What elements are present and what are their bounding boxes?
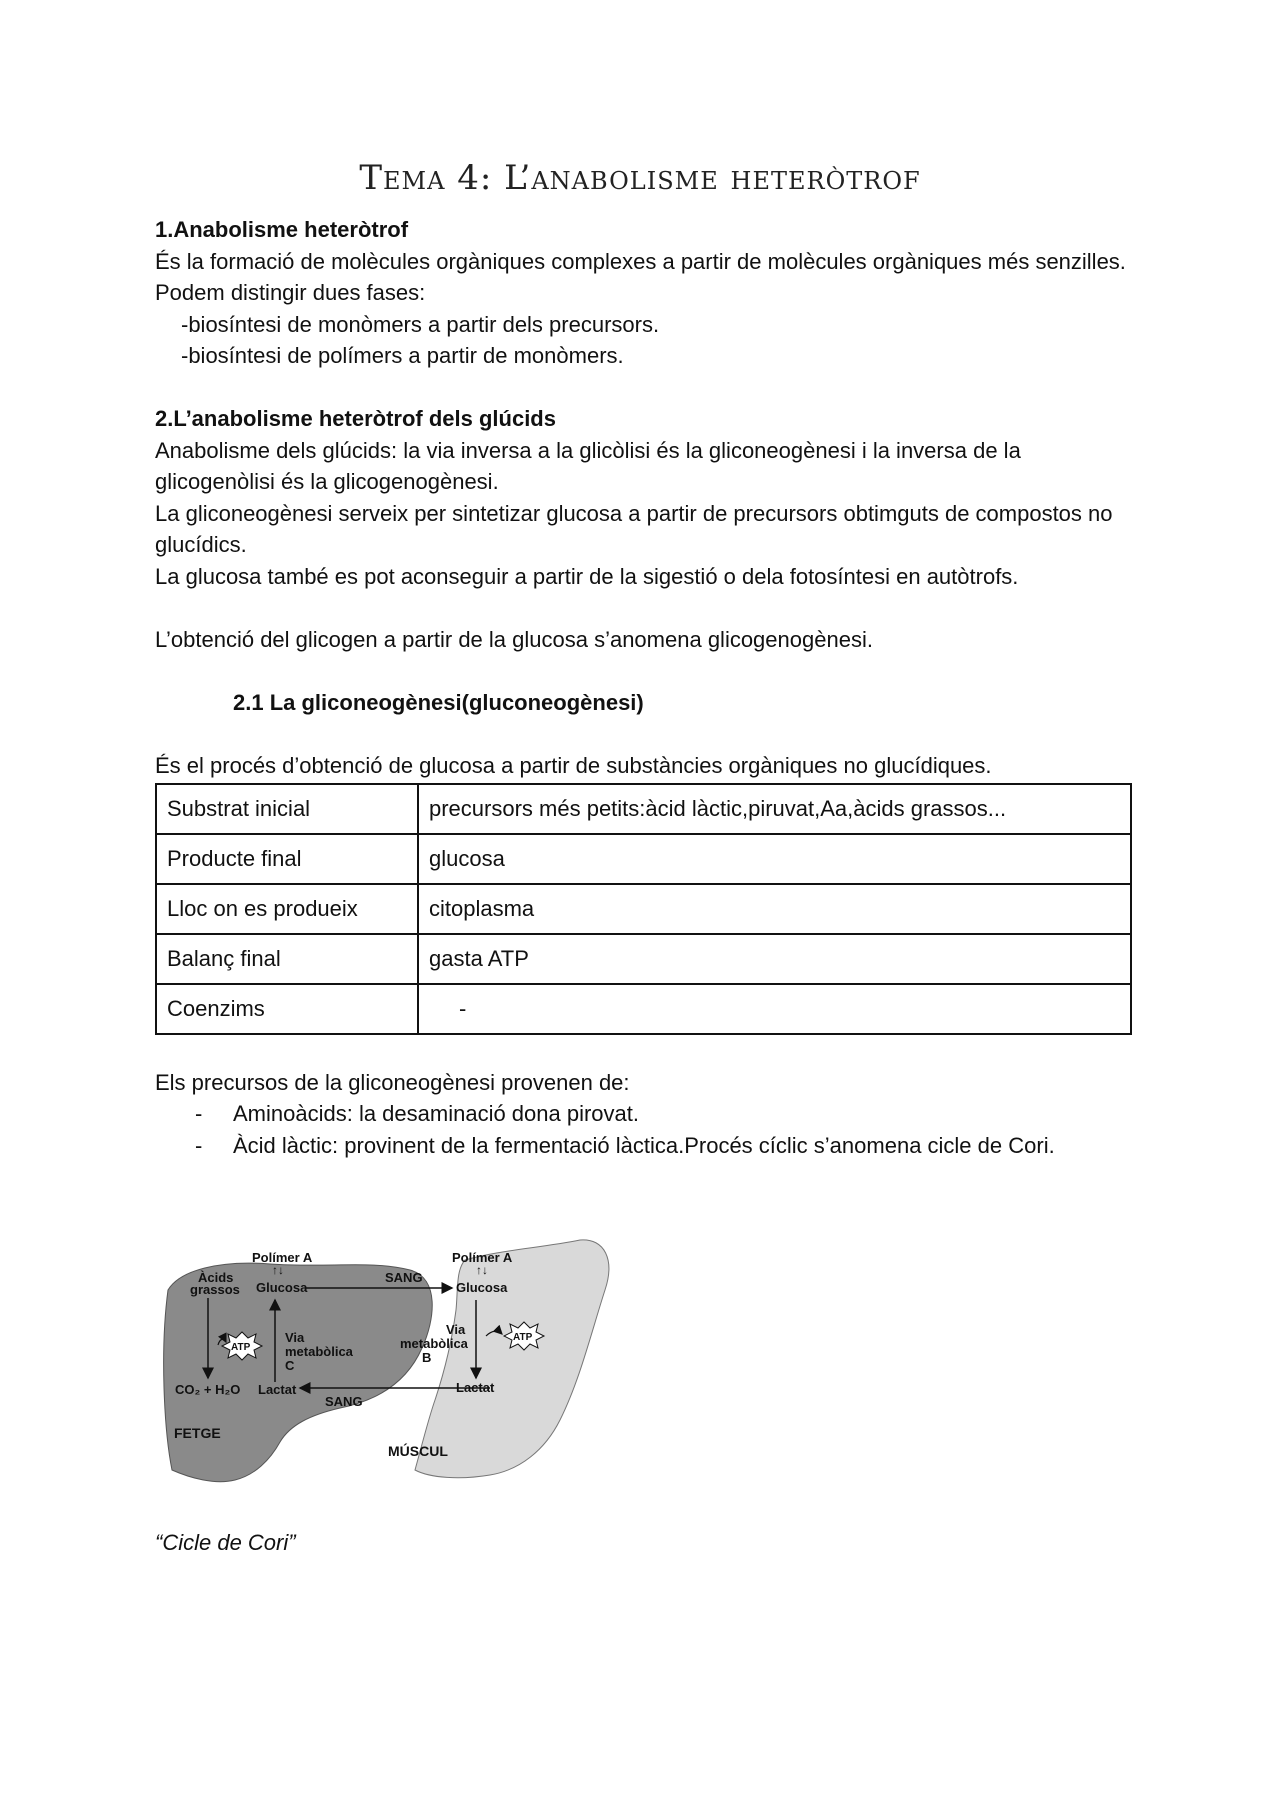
co2-label: CO₂ + H₂O [175, 1382, 241, 1397]
list-item [155, 1130, 1135, 1162]
table-row [156, 984, 1131, 1034]
section1-phase-2: -biosíntesi de polímers a partir de monòmers. [181, 343, 624, 368]
list-dash: - [195, 1101, 203, 1126]
precursors-intro: Els precursos de la gliconeogènesi provenen de: [155, 1069, 630, 1095]
liver-atp-label: ATP [231, 1342, 251, 1353]
table-key: Substrat inicial [156, 784, 418, 834]
list-item-text: Aminoàcids: la desaminació dona pirovat. [233, 1101, 640, 1126]
document-body [155, 214, 1135, 1161]
liver-lactat-label: Lactat [258, 1382, 297, 1397]
sang-bottom-label: SANG [325, 1394, 363, 1409]
via-b-label-3: B [422, 1350, 432, 1365]
cori-cycle-diagram [160, 1230, 630, 1485]
table-row [156, 834, 1131, 884]
liver-glucosa-label: Glucosa [256, 1280, 308, 1295]
table-value: glucosa [418, 834, 1131, 884]
section2-paragraph-3: La glucosa també es pot aconseguir a partir de la sigestió o dela fotosíntesi en autòtrofs. [155, 563, 1019, 589]
table-row [156, 884, 1131, 934]
section2-heading: 2.L’anabolisme heteròtrof dels glúcids [155, 406, 556, 431]
via-c-label-2: metabòlica [285, 1344, 353, 1359]
section2-paragraph-2: La gliconeogènesi serveix per sintetizar glucosa a partir de precursors obtimguts de compostos no glucídics. [155, 500, 1113, 557]
table-value: - [418, 984, 1131, 1034]
list-item [155, 1098, 1135, 1130]
diagram-caption: “Cicle de Cori” [155, 1530, 296, 1555]
section1-intro: És la formació de molècules orgàniques complexes a partir de molècules orgàniques més senzilles. Podem distingir dues fases: [155, 248, 1126, 305]
muscle-polimer-arrows-icon: ↑↓ [476, 1263, 488, 1277]
page-title: Tema 4: L’anabolisme heteròtrof [359, 158, 921, 198]
section21-heading: 2.1 La gliconeogènesi(gluconeogènesi) [233, 689, 644, 715]
section1-heading: 1.Anabolisme heteròtrof [155, 217, 409, 242]
liver-polimer-label: Polímer A [252, 1250, 313, 1265]
table-row [156, 934, 1131, 984]
muscle-atp-label: ATP [513, 1332, 533, 1343]
table-row [156, 784, 1131, 834]
acids-label-2: grassos [190, 1282, 240, 1297]
via-c-label-3: C [285, 1358, 295, 1373]
liver-label: FETGE [174, 1425, 221, 1441]
via-c-label-1: Via [285, 1330, 305, 1345]
section2-paragraph-1: Anabolisme dels glúcids: la via inversa a la glicòlisi és la gliconeogènesi i la inversa de la glicogenòlisi és la glicogenogènesi. [155, 437, 1021, 494]
table-key: Balanç final [156, 934, 418, 984]
table-key: Producte final [156, 834, 418, 884]
via-b-label-2: metabòlica [400, 1336, 468, 1351]
gluconeogenesis-table [155, 783, 1132, 1035]
section1-phase-1: -biosíntesi de monòmers a partir dels precursors. [181, 311, 660, 337]
liver-polimer-arrows-icon: ↑↓ [272, 1263, 284, 1277]
table-key: Coenzims [156, 984, 418, 1034]
list-dash: - [195, 1132, 203, 1158]
section21-intro: És el procés d’obtenció de glucosa a partir de substàncies orgàniques no glucídiques. [155, 752, 992, 778]
table-value: citoplasma [418, 884, 1131, 934]
muscle-label: MÚSCUL [388, 1443, 448, 1459]
table-value: gasta ATP [418, 934, 1131, 984]
muscle-lactat-label: Lactat [456, 1380, 495, 1395]
via-b-label-1: Via [446, 1322, 466, 1337]
muscle-glucosa-label: Glucosa [456, 1280, 508, 1295]
table-value: precursors més petits:àcid làctic,piruvat,Aa,àcids grassos... [418, 784, 1131, 834]
table-key: Lloc on es produeix [156, 884, 418, 934]
acids-label-1: Àcids [198, 1270, 234, 1285]
precursors-list [155, 1098, 1135, 1161]
list-item-text: Àcid làctic: provinent de la fermentació làctica.Procés cíclic s’anomena cicle de Cori. [233, 1132, 1055, 1158]
sang-top-label: SANG [385, 1270, 423, 1285]
muscle-polimer-label: Polímer A [452, 1250, 513, 1265]
section2-paragraph-4: L’obtenció del glicogen a partir de la glucosa s’anomena glicogenogènesi. [155, 626, 873, 652]
